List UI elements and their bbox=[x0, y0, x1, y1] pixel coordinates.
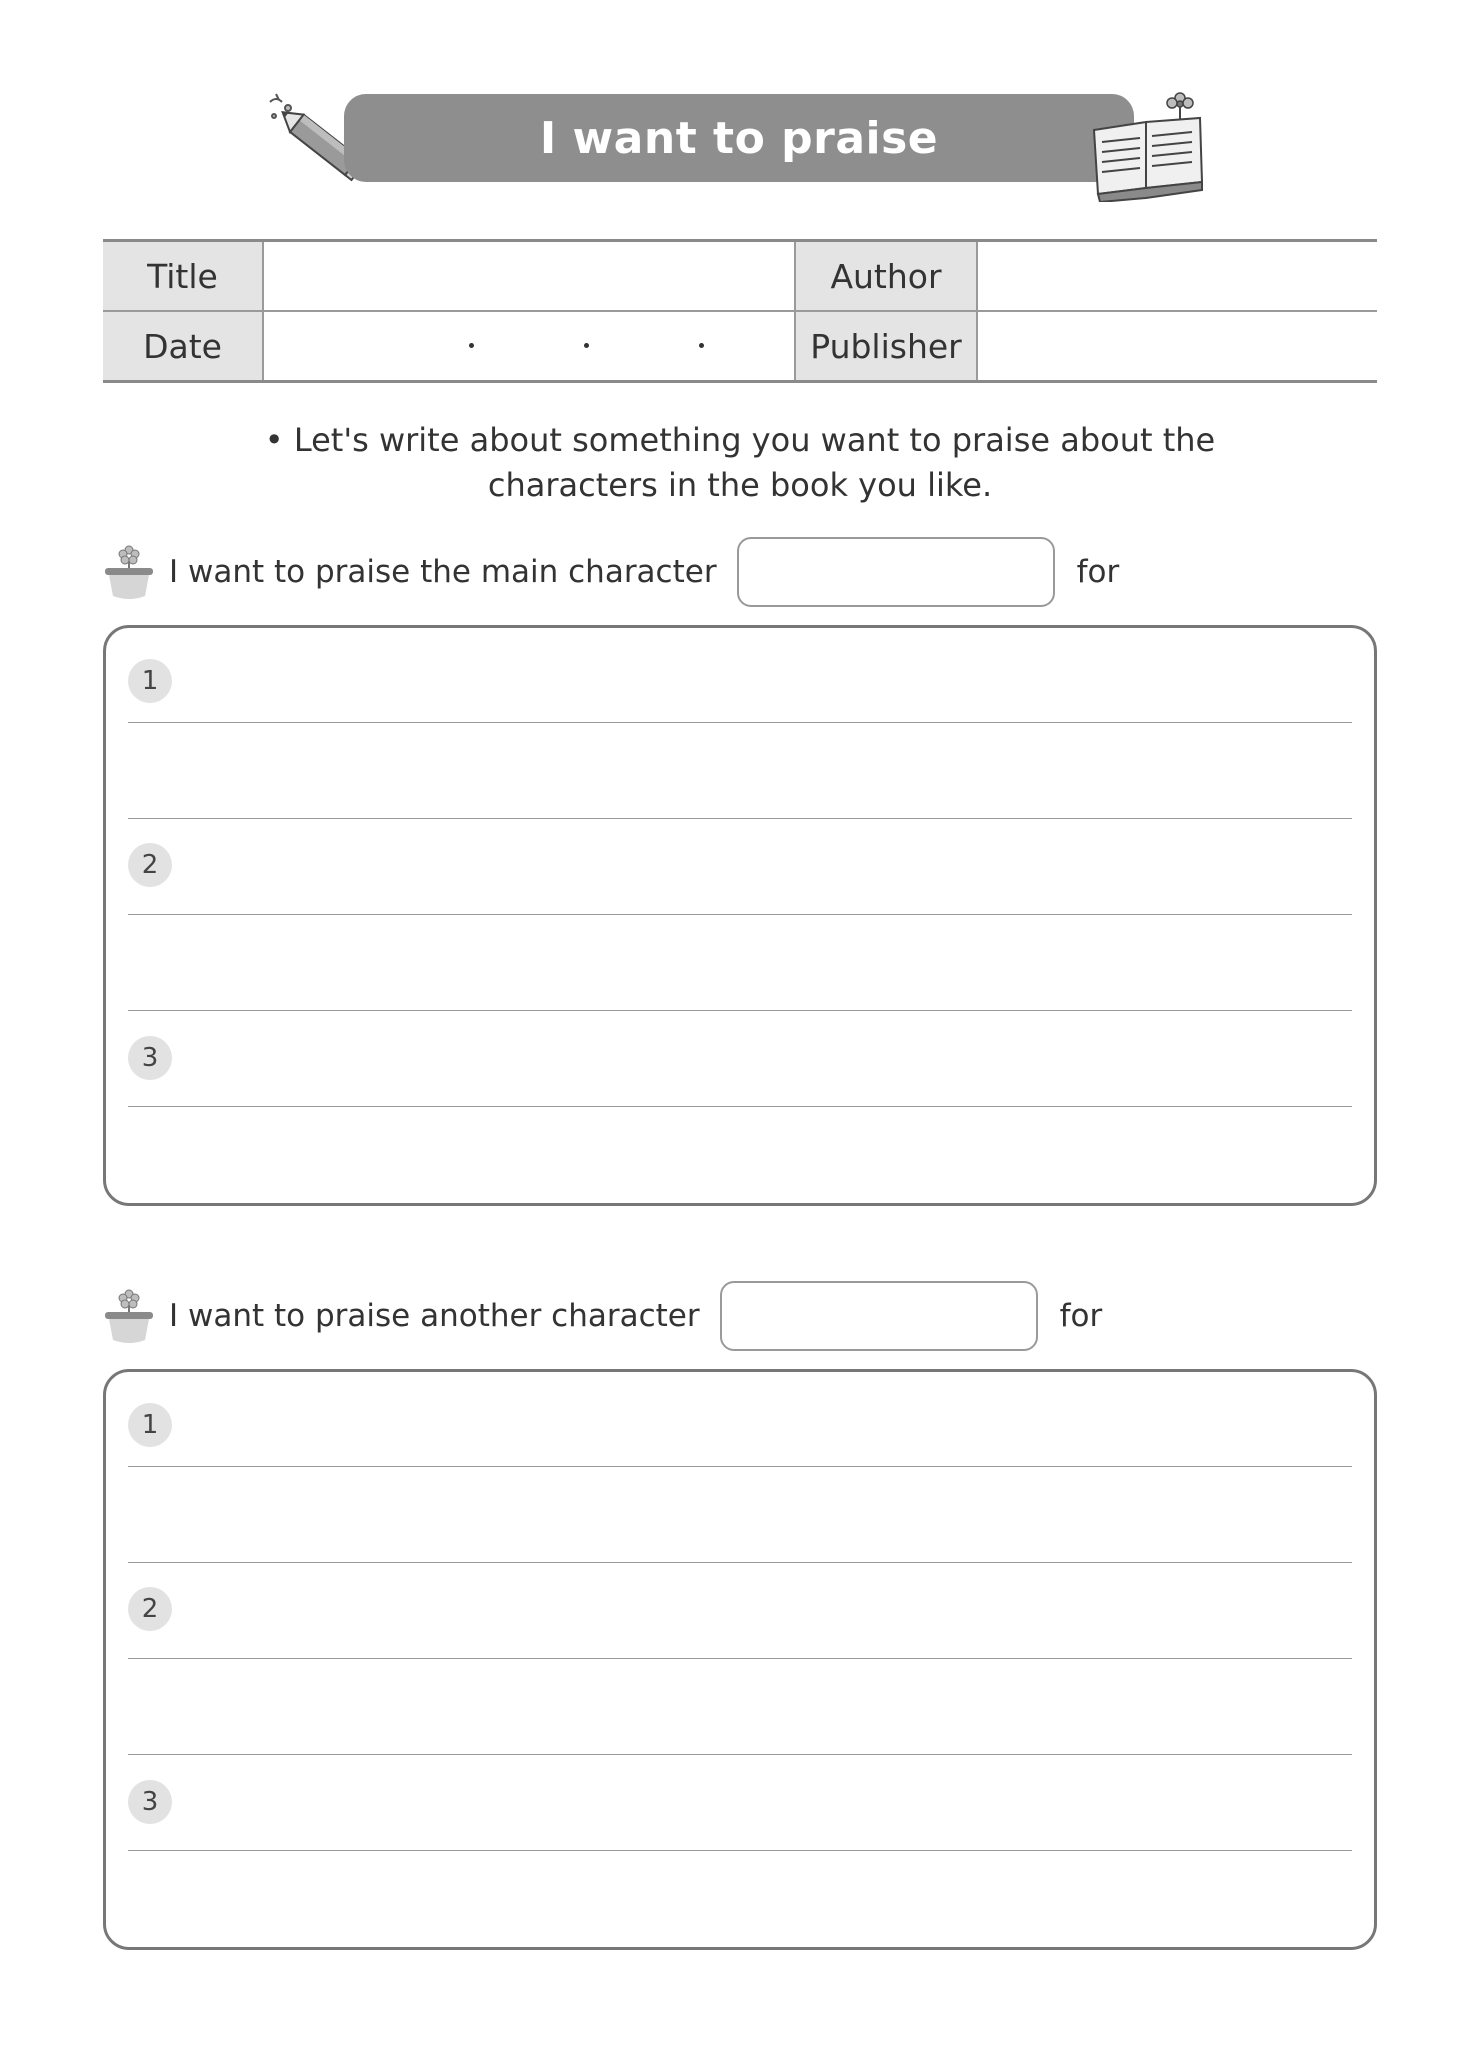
writing-line[interactable] bbox=[128, 1754, 1352, 1755]
prompt-text: I want to praise the main character bbox=[169, 554, 717, 590]
instruction-line: characters in the book you like. bbox=[487, 466, 993, 504]
flower-pot-icon bbox=[103, 1286, 155, 1346]
instruction-line: • Let's write about something you want to praise about the bbox=[264, 421, 1216, 459]
title-banner bbox=[344, 94, 1134, 182]
date-field[interactable] bbox=[263, 311, 795, 380]
open-book-icon bbox=[1088, 92, 1208, 202]
publisher-label: Publisher bbox=[795, 311, 977, 380]
author-label: Author bbox=[795, 242, 977, 311]
writing-line[interactable] bbox=[128, 1466, 1352, 1467]
main-character-name-input[interactable] bbox=[737, 537, 1055, 607]
number-badge: 2 bbox=[128, 843, 172, 887]
number-badge: 3 bbox=[128, 1780, 172, 1824]
number-badge: 3 bbox=[128, 1036, 172, 1080]
main-character-writing-box bbox=[103, 625, 1377, 1206]
writing-line[interactable] bbox=[128, 914, 1352, 915]
instruction-text bbox=[200, 418, 1280, 508]
title-field[interactable] bbox=[263, 242, 795, 311]
for-label: for bbox=[1059, 1298, 1103, 1334]
writing-line[interactable] bbox=[128, 1010, 1352, 1011]
main-character-prompt bbox=[103, 536, 1119, 608]
date-separator-dot bbox=[584, 343, 589, 348]
writing-line[interactable] bbox=[128, 818, 1352, 819]
for-label: for bbox=[1076, 554, 1120, 590]
number-badge: 1 bbox=[128, 1403, 172, 1447]
date-separator-dot bbox=[469, 343, 474, 348]
another-character-name-input[interactable] bbox=[720, 1281, 1038, 1351]
date-label: Date bbox=[103, 311, 263, 380]
writing-line[interactable] bbox=[128, 1850, 1352, 1851]
writing-line[interactable] bbox=[128, 722, 1352, 723]
number-badge: 1 bbox=[128, 659, 172, 703]
writing-line[interactable] bbox=[128, 1106, 1352, 1107]
author-field[interactable] bbox=[977, 242, 1377, 311]
book-info-table bbox=[103, 239, 1377, 383]
prompt-text: I want to praise another character bbox=[169, 1298, 700, 1334]
date-separator-dot bbox=[699, 343, 704, 348]
writing-line[interactable] bbox=[128, 1658, 1352, 1659]
another-character-writing-box bbox=[103, 1369, 1377, 1950]
another-character-prompt bbox=[103, 1280, 1102, 1352]
page-title: I want to praise bbox=[539, 112, 939, 164]
writing-line[interactable] bbox=[128, 1562, 1352, 1563]
publisher-field[interactable] bbox=[977, 311, 1377, 380]
number-badge: 2 bbox=[128, 1587, 172, 1631]
flower-pot-icon bbox=[103, 542, 155, 602]
title-label: Title bbox=[103, 242, 263, 311]
